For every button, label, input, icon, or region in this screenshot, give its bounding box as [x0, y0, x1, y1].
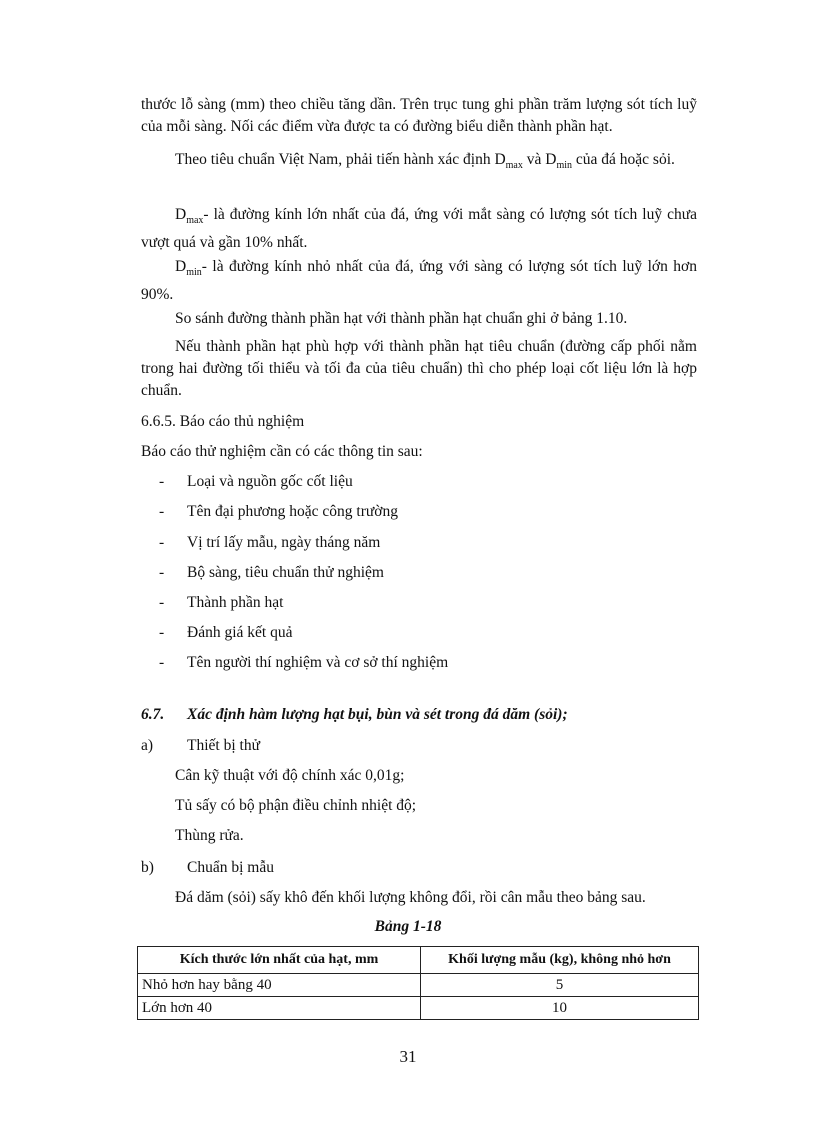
list-item: - Tên đại phương hoặc công trường	[159, 503, 398, 520]
table-header-cell: Kích thước lớn nhất của hạt, mm	[138, 947, 421, 974]
equipment-item: Thùng rửa.	[175, 827, 244, 844]
table-cell: 5	[421, 974, 699, 997]
list-item: - Vị trí lấy mẫu, ngày tháng năm	[159, 534, 381, 551]
table-row	[138, 974, 699, 997]
subsection-equipment: a) Thiết bị thử	[141, 737, 260, 754]
page-number: 31	[399, 1047, 417, 1066]
table-header-cell: Khối lượng mẫu (kg), không nhỏ hơn	[421, 947, 699, 974]
paragraph-compare: So sánh đường thành phần hạt với thành phần hạt chuẩn ghi ở bảng 1.10.	[175, 310, 628, 327]
table-cell: 10	[421, 997, 699, 1020]
list-item: - Bộ sàng, tiêu chuẩn thử nghiệm	[159, 564, 384, 581]
table-caption: Bảng 1-18	[374, 918, 442, 935]
subsection-sample-prep: b) Chuẩn bị mẫu	[141, 859, 274, 876]
table-cell: Lớn hơn 40	[138, 997, 421, 1020]
paragraph-conformity: Nếu thành phần hạt phù hợp với thành phần hạt tiêu chuẩn (đường cấp phối nằm trong hai đường tối thiểu và tối đa của tiêu chuẩn) thì cho phép loại cốt liệu lớn là hợp chuẩn.	[141, 338, 697, 399]
report-lead: Báo cáo thử nghiệm cần có các thông tin sau:	[141, 443, 423, 460]
table-row	[138, 997, 699, 1020]
paragraph-dmax-dmin: Theo tiêu chuẩn Việt Nam, phải tiến hành xác định $D_{max}$ và $D_{min}$ của đá hoặc sỏi.	[175, 151, 675, 172]
list-item: - Thành phần hạt	[159, 594, 284, 611]
paragraph-intro: thước lỗ sàng (mm) theo chiều tăng dần. Trên trục tung ghi phần trăm lượng sót tích luỹ của mỗi sàng. Nối các điểm vừa được ta có đường biểu diễn thành phần hạt.	[141, 96, 697, 135]
table-header-row	[138, 947, 699, 974]
list-item: - Tên người thí nghiệm và cơ sở thí nghiệm	[159, 654, 449, 671]
paragraph-dmin-definition: $D_{min}-$ là đường kính nhỏ nhất của đá, ứng với sàng có lượng sót tích luỹ lớn hơn 90%.	[141, 258, 697, 304]
sample-mass-table	[137, 946, 699, 1020]
report-heading: 6.6.5. Báo cáo thủ nghiệm	[141, 413, 305, 430]
paragraph-dmax-definition: $D_{max}-$ là đường kính lớn nhất của đá, ứng với mắt sàng có lượng sót tích luỹ chưa vượt quá và gần 10% nhất.	[141, 206, 697, 252]
table-cell: Nhỏ hơn hay bằng 40	[138, 974, 421, 997]
list-item: - Loại và nguồn gốc cốt liệu	[159, 473, 353, 490]
equipment-item: Cân kỹ thuật với độ chính xác 0,01g;	[175, 767, 405, 784]
equipment-item: Tủ sấy có bộ phận điều chỉnh nhiệt độ;	[175, 797, 417, 814]
sample-prep-text: Đá dăm (sỏi) sấy khô đến khối lượng không đổi, rồi cân mẫu theo bảng sau.	[175, 889, 646, 906]
list-item: - Đánh giá kết quả	[159, 624, 293, 641]
section-heading: 6.7. Xác định hàm lượng hạt bụi, bùn và sét trong đá dăm (sỏi);	[141, 706, 568, 723]
